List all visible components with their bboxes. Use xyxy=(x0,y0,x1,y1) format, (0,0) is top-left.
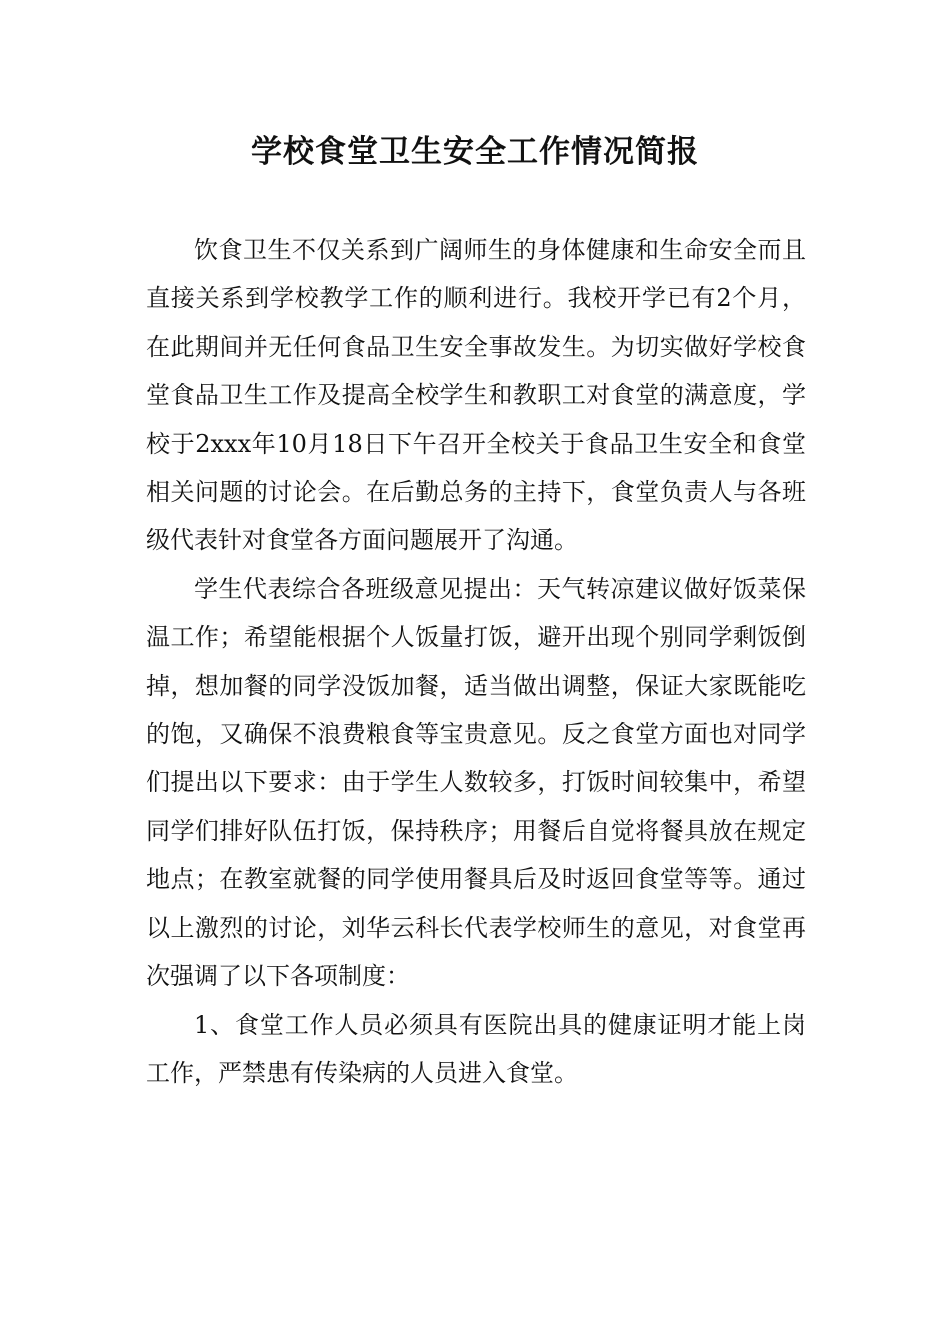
paragraph-rule-1: 1、食堂工作人员必须具有医院出具的健康证明才能上岗工作，严禁患有传染病的人员进入食堂。 xyxy=(146,1010,806,1087)
document-body xyxy=(146,226,806,1097)
paragraph-intro: 饮食卫生不仅关系到广阔师生的身体健康和生命安全而且直接关系到学校教学工作的顺利进行。我校开学已有2个月，在此期间并无任何食品卫生安全事故发生。为切实做好学校食堂食品卫生工作及提高全校学生和教职工对食堂的满意度，学校于2xxx年10月18日下午召开全校关于食品卫生安全和食堂相关问题的讨论会。在后勤总务的主持下，食堂负责人与各班级代表针对食堂各方面问题展开了沟通。 xyxy=(146,236,806,555)
document-title: 学校食堂卫生安全工作情况简报 xyxy=(251,134,699,170)
paragraph-opinions: 学生代表综合各班级意见提出：天气转凉建议做好饭菜保温工作；希望能根据个人饭量打饭，避开出现个别同学剩饭倒掉，想加餐的同学没饭加餐，适当做出调整，保证大家既能吃的饱，又确保不浪费粮食等宝贵意见。反之食堂方面也对同学们提出以下要求：由于学生人数较多，打饭时间较集中，希望同学们排好队伍打饭，保持秩序；用餐后自觉将餐具放在规定地点；在教室就餐的同学使用餐具后及时返回食堂等等。通过以上激烈的讨论，刘华云科长代表学校师生的意见，对食堂再次强调了以下各项制度： xyxy=(146,574,806,991)
